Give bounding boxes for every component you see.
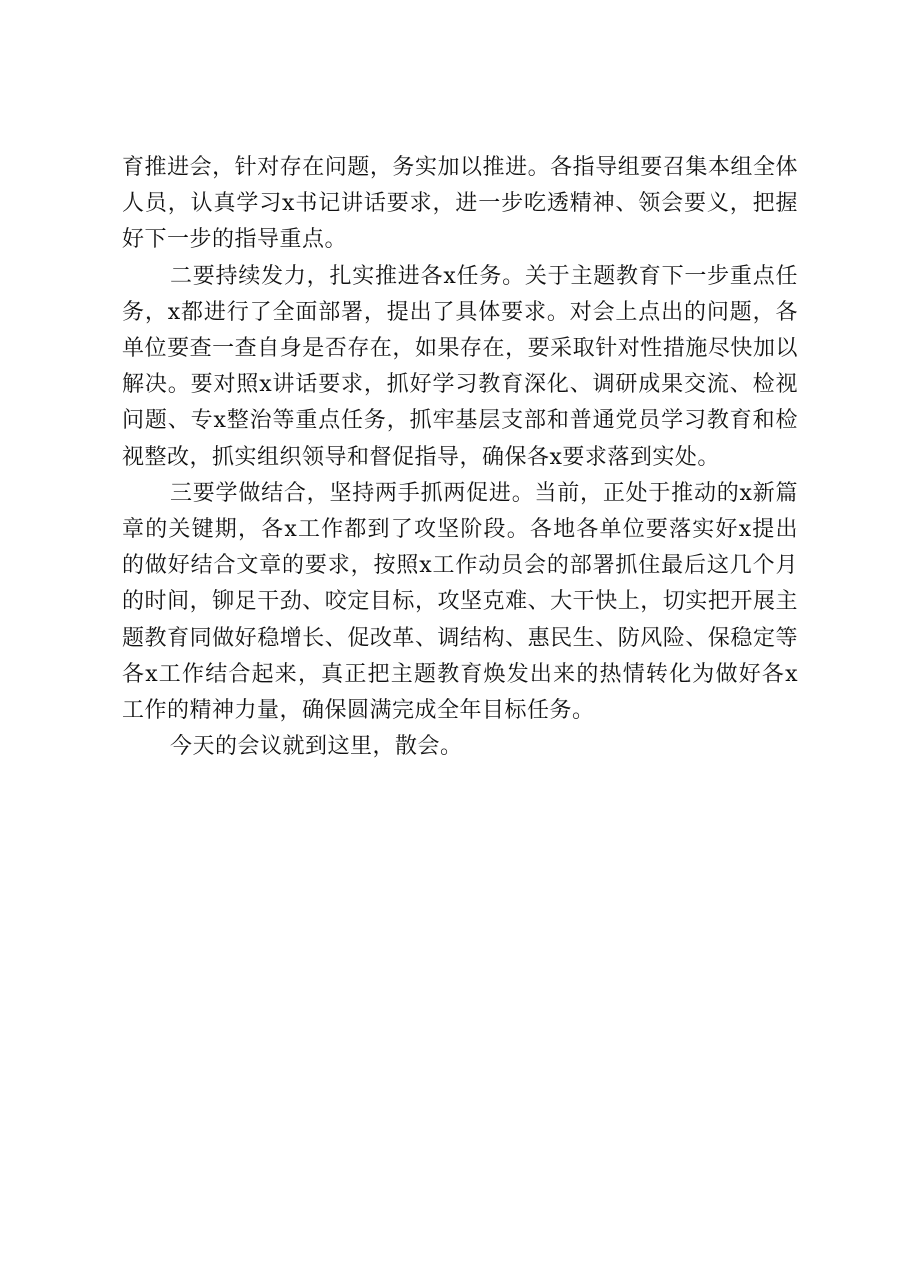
document-body bbox=[122, 150, 798, 765]
paragraph-third-requirement: 三要学做结合，坚持两手抓两促进。当前，正处于推动的x新篇章的关键期，各x工作都到了攻坚阶段。各地各单位要落实好x提出的做好结合文章的要求，按照x工作动员会的部署抓住最后这几个月的时间，铆足干劲、咬定目标，攻坚克难、大干快上，切实把开展主题教育同做好稳增长、促改革、调结构、惠民生、防风险、保稳定等各x工作结合起来，真正把主题教育焕发出来的热情转化为做好各x工作的精神力量，确保圆满完成全年目标任务。 bbox=[122, 480, 798, 724]
paragraph-continuation: 育推进会，针对存在问题，务实加以推进。各指导组要召集本组全体人员，认真学习x书记讲话要求，进一步吃透精神、领会要义，把握好下一步的指导重点。 bbox=[122, 155, 798, 253]
paragraph-second-requirement: 二要持续发力，扎实推进各x任务。关于主题教育下一步重点任务，x都进行了全面部署，提出了具体要求。对会上点出的问题，各单位要查一查自身是否存在，如果存在，要采取针对性措施尽快加以解决。要对照x讲话要求，抓好学习教育深化、调研成果交流、检视问题、专x整治等重点任务，抓牢基层支部和普通党员学习教育和检视整改，抓实组织领导和督促指导，确保各x要求落到实处。 bbox=[122, 263, 798, 470]
paragraph-closing: 今天的会议就到这里，散会。 bbox=[170, 734, 463, 760]
